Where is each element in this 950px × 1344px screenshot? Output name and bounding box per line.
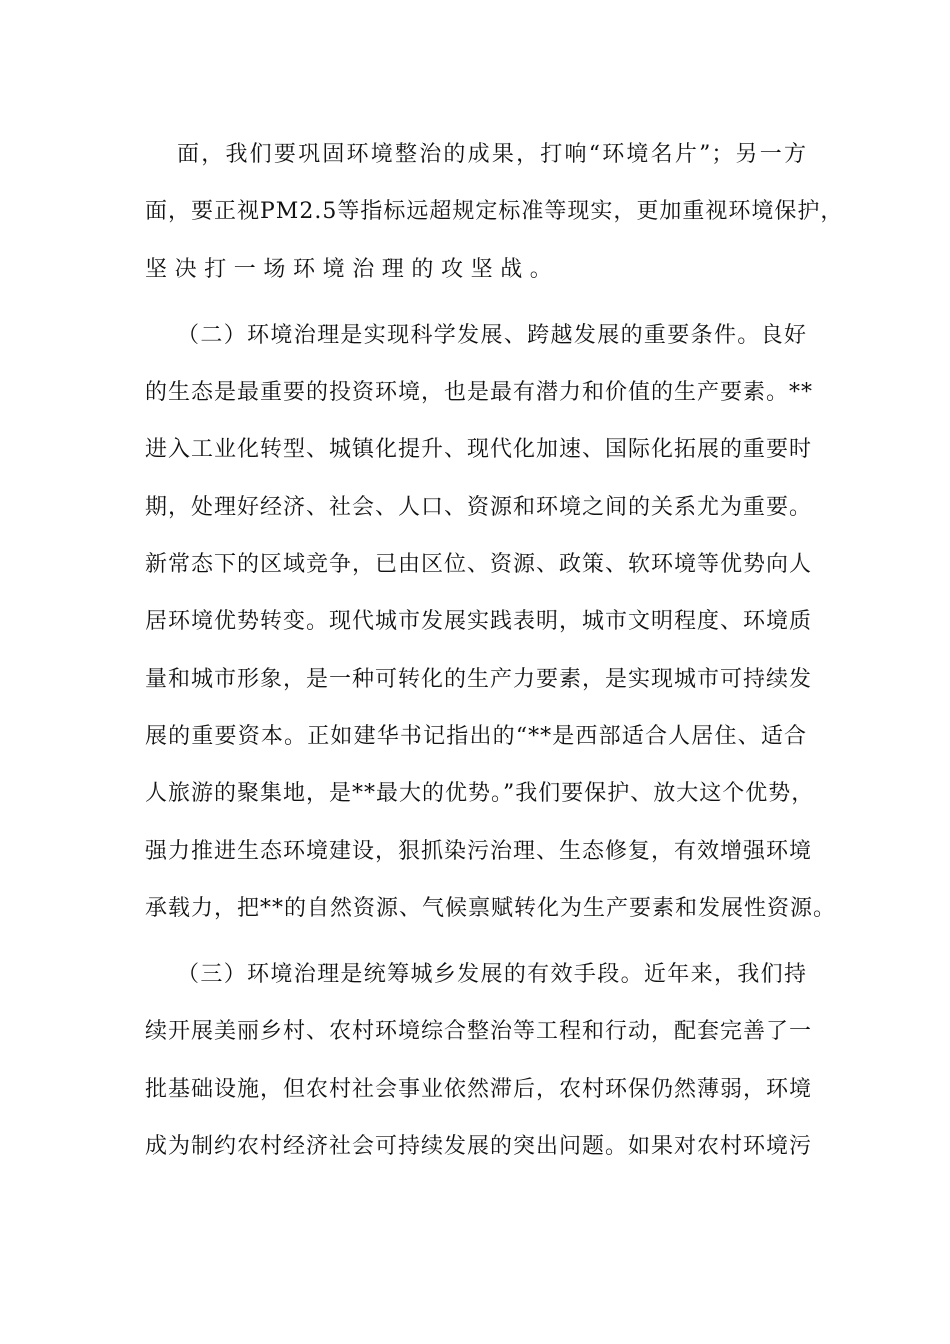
paragraph [145, 946, 813, 1175]
paragraph [145, 126, 844, 298]
text-line: 承载力，把**的自然资源、气候禀赋转化为生产要素和发展性资源。 [145, 895, 837, 921]
text-line: 批基础设施，但农村社会事业依然滞后，农村环保仍然薄弱，环境 [145, 1076, 813, 1102]
text-line: 强力推进生态环境建设，狠抓染污治理、生态修复，有效增强环境 [145, 838, 813, 864]
text-line: 面，要正视PM2.5等指标远超规定标准等现实，更加重视环境保护， [145, 199, 844, 225]
text-line: 续开展美丽乡村、农村环境综合整治等工程和行动，配套完善了一 [145, 1019, 813, 1045]
text-line: 量和城市形象，是一种可转化的生产力要素，是实现城市可持续发 [145, 666, 813, 692]
paragraph [145, 307, 837, 937]
text-line: 期，处理好经济、社会、人口、资源和环境之间的关系尤为重要。 [145, 494, 813, 520]
text-line: 人旅游的聚集地，是**最大的优势。”我们要保护、放大这个优势， [145, 781, 815, 807]
document-page [145, 126, 844, 1184]
text-line: 坚决打一场环境治理的攻坚战。 [145, 256, 560, 282]
text-line: 新常态下的区域竞争，已由区位、资源、政策、软环境等优势向人 [145, 552, 813, 578]
text-line: （三）环境治理是统筹城乡发展的有效手段。近年来，我们持 [177, 962, 807, 988]
text-line: 面，我们要巩固环境整治的成果，打响“环境名片”；另一方 [177, 142, 807, 167]
text-line: 的生态是最重要的投资环境，也是最有潜力和价值的生产要素。** [145, 380, 814, 406]
text-line: 展的重要资本。正如建华书记指出的“**是西部适合人居住、适合 [145, 723, 807, 749]
text-line: 居环境优势转变。现代城市发展实践表明，城市文明程度、环境质 [145, 609, 813, 635]
text-line: （二）环境治理是实现科学发展、跨越发展的重要条件。良好 [177, 322, 807, 348]
text-line: 成为制约农村经济社会可持续发展的突出问题。如果对农村环境污 [145, 1134, 813, 1160]
text-line: 进入工业化转型、城镇化提升、现代化加速、国际化拓展的重要时 [145, 437, 813, 463]
